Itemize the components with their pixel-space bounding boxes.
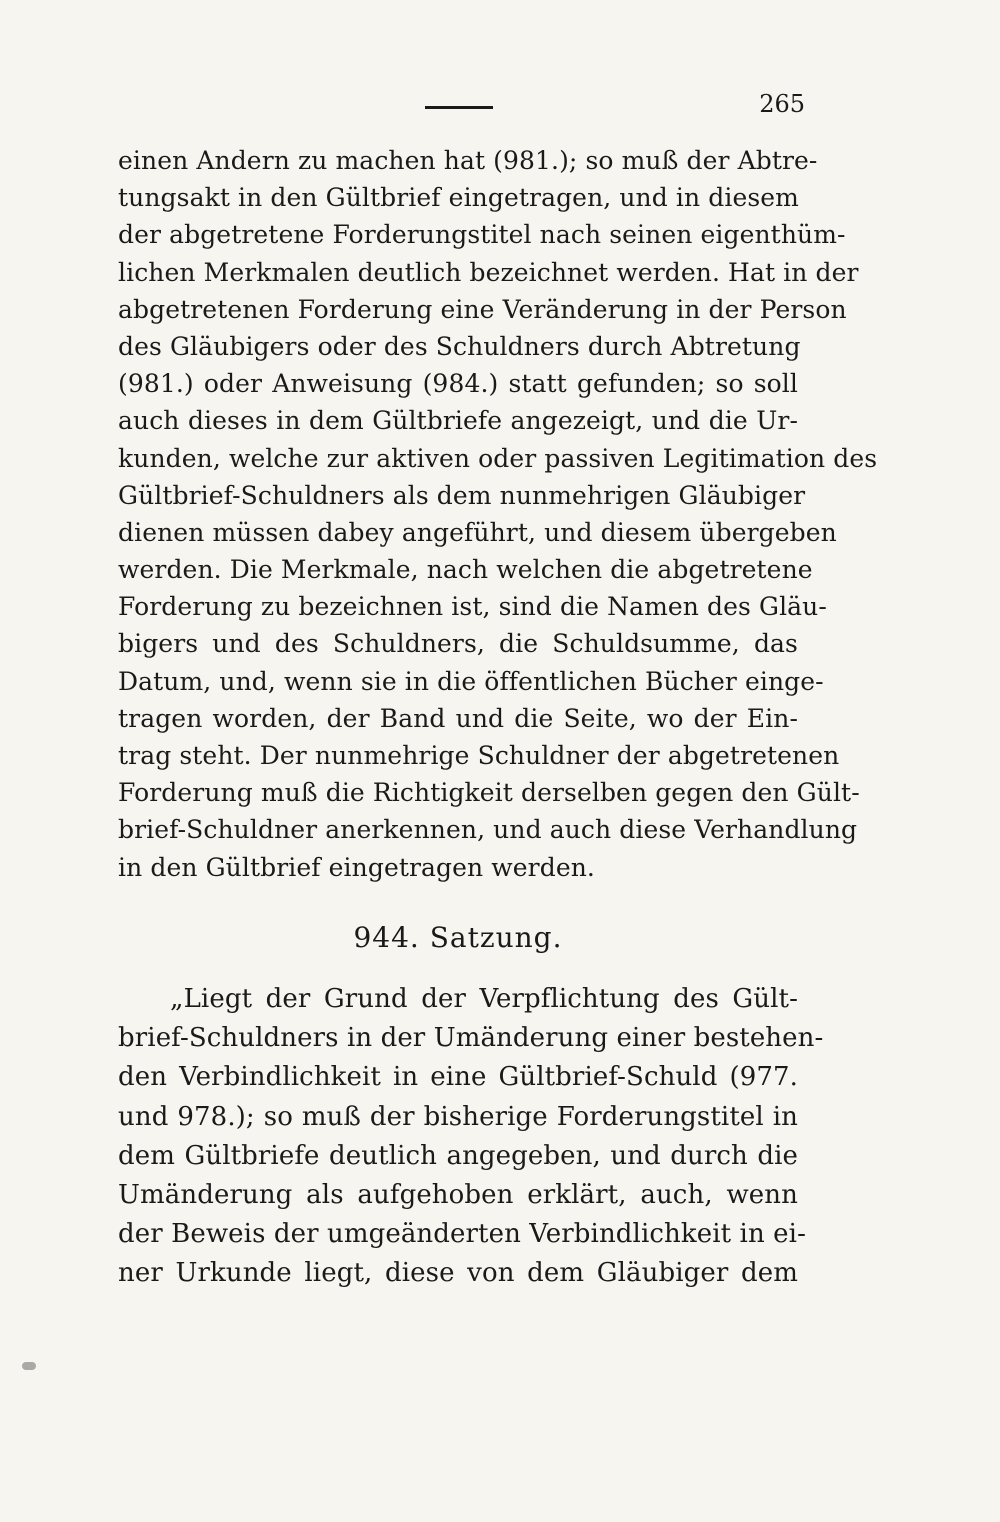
paragraph-2 [118,980,824,1294]
paragraph-1 [118,142,878,886]
text-line: „Liegt der Grund der Verpflichtung des Gült- [170,984,798,1014]
text-line: des Gläubigers oder des Schuldners durch Abtretung [118,331,801,361]
text-line: dem Gültbriefe deutlich angegeben, und durch die [118,1140,798,1171]
section-heading: 944. Satzung. [353,921,563,954]
text-line: trag steht. Der nunmehrige Schuldner der abgetretenen [118,741,840,770]
text-line: (981.) oder Anweisung (984.) statt gefunden; so soll [118,369,798,399]
text-line: Datum, und, wenn sie in die öffentlichen Bücher einge- [118,666,824,696]
text-line: Forderung muß die Richtigkeit derselben gegen den Gült- [118,778,860,808]
ink-speck [22,1362,36,1370]
text-line: tungsakt in den Gültbrief eingetragen, und in diesem [118,183,799,213]
text-line: kunden, welche zur aktiven oder passiven Legitimation des [118,443,878,473]
text-line: der abgetretene Forderungstitel nach seinen eigenthüm- [118,220,846,250]
text-line: tragen worden, der Band und die Seite, wo der Ein- [118,703,798,733]
text-line: in den Gültbrief eingetragen werden. [118,852,595,882]
text-line: brief-Schuldner anerkennen, und auch diese Verhandlung [118,815,858,845]
text-line: Gültbrief-Schuldners als dem nunmehrigen Gläubiger [118,480,806,510]
text-line: der Beweis der umgeänderten Verbindlichkeit in ei- [118,1219,806,1250]
text-line: bigers und des Schuldners, die Schuldsumme, das [118,629,798,659]
text-line: und 978.); so muß der bisherige Forderungstitel in [118,1101,798,1132]
text-line: brief-Schuldners in der Umänderung einer bestehen- [118,1023,824,1054]
text-line: auch dieses in dem Gültbriefe angezeigt, und die Ur- [118,406,798,436]
text-line: Forderung zu bezeichnen ist, sind die Namen des Gläu- [118,592,827,622]
text-line: werden. Die Merkmale, nach welchen die abgetretene [118,555,813,585]
text-line: abgetretenen Forderung eine Veränderung in der Person [118,294,847,324]
header-rule [425,106,493,109]
text-line: den Verbindlichkeit in eine Gültbrief-Schuld (977. [118,1062,798,1093]
text-line: ner Urkunde liegt, diese von dem Gläubiger dem [118,1258,798,1289]
page-number: 265 [759,90,805,118]
text-line: Umänderung als aufgehoben erklärt, auch, wenn [118,1179,798,1210]
text-line: dienen müssen dabey angeführt, und diesem übergeben [118,517,837,547]
text-line: lichen Merkmalen deutlich bezeichnet werden. Hat in der [118,257,859,287]
text-line: einen Andern zu machen hat (981.); so muß der Abtre- [118,146,818,175]
